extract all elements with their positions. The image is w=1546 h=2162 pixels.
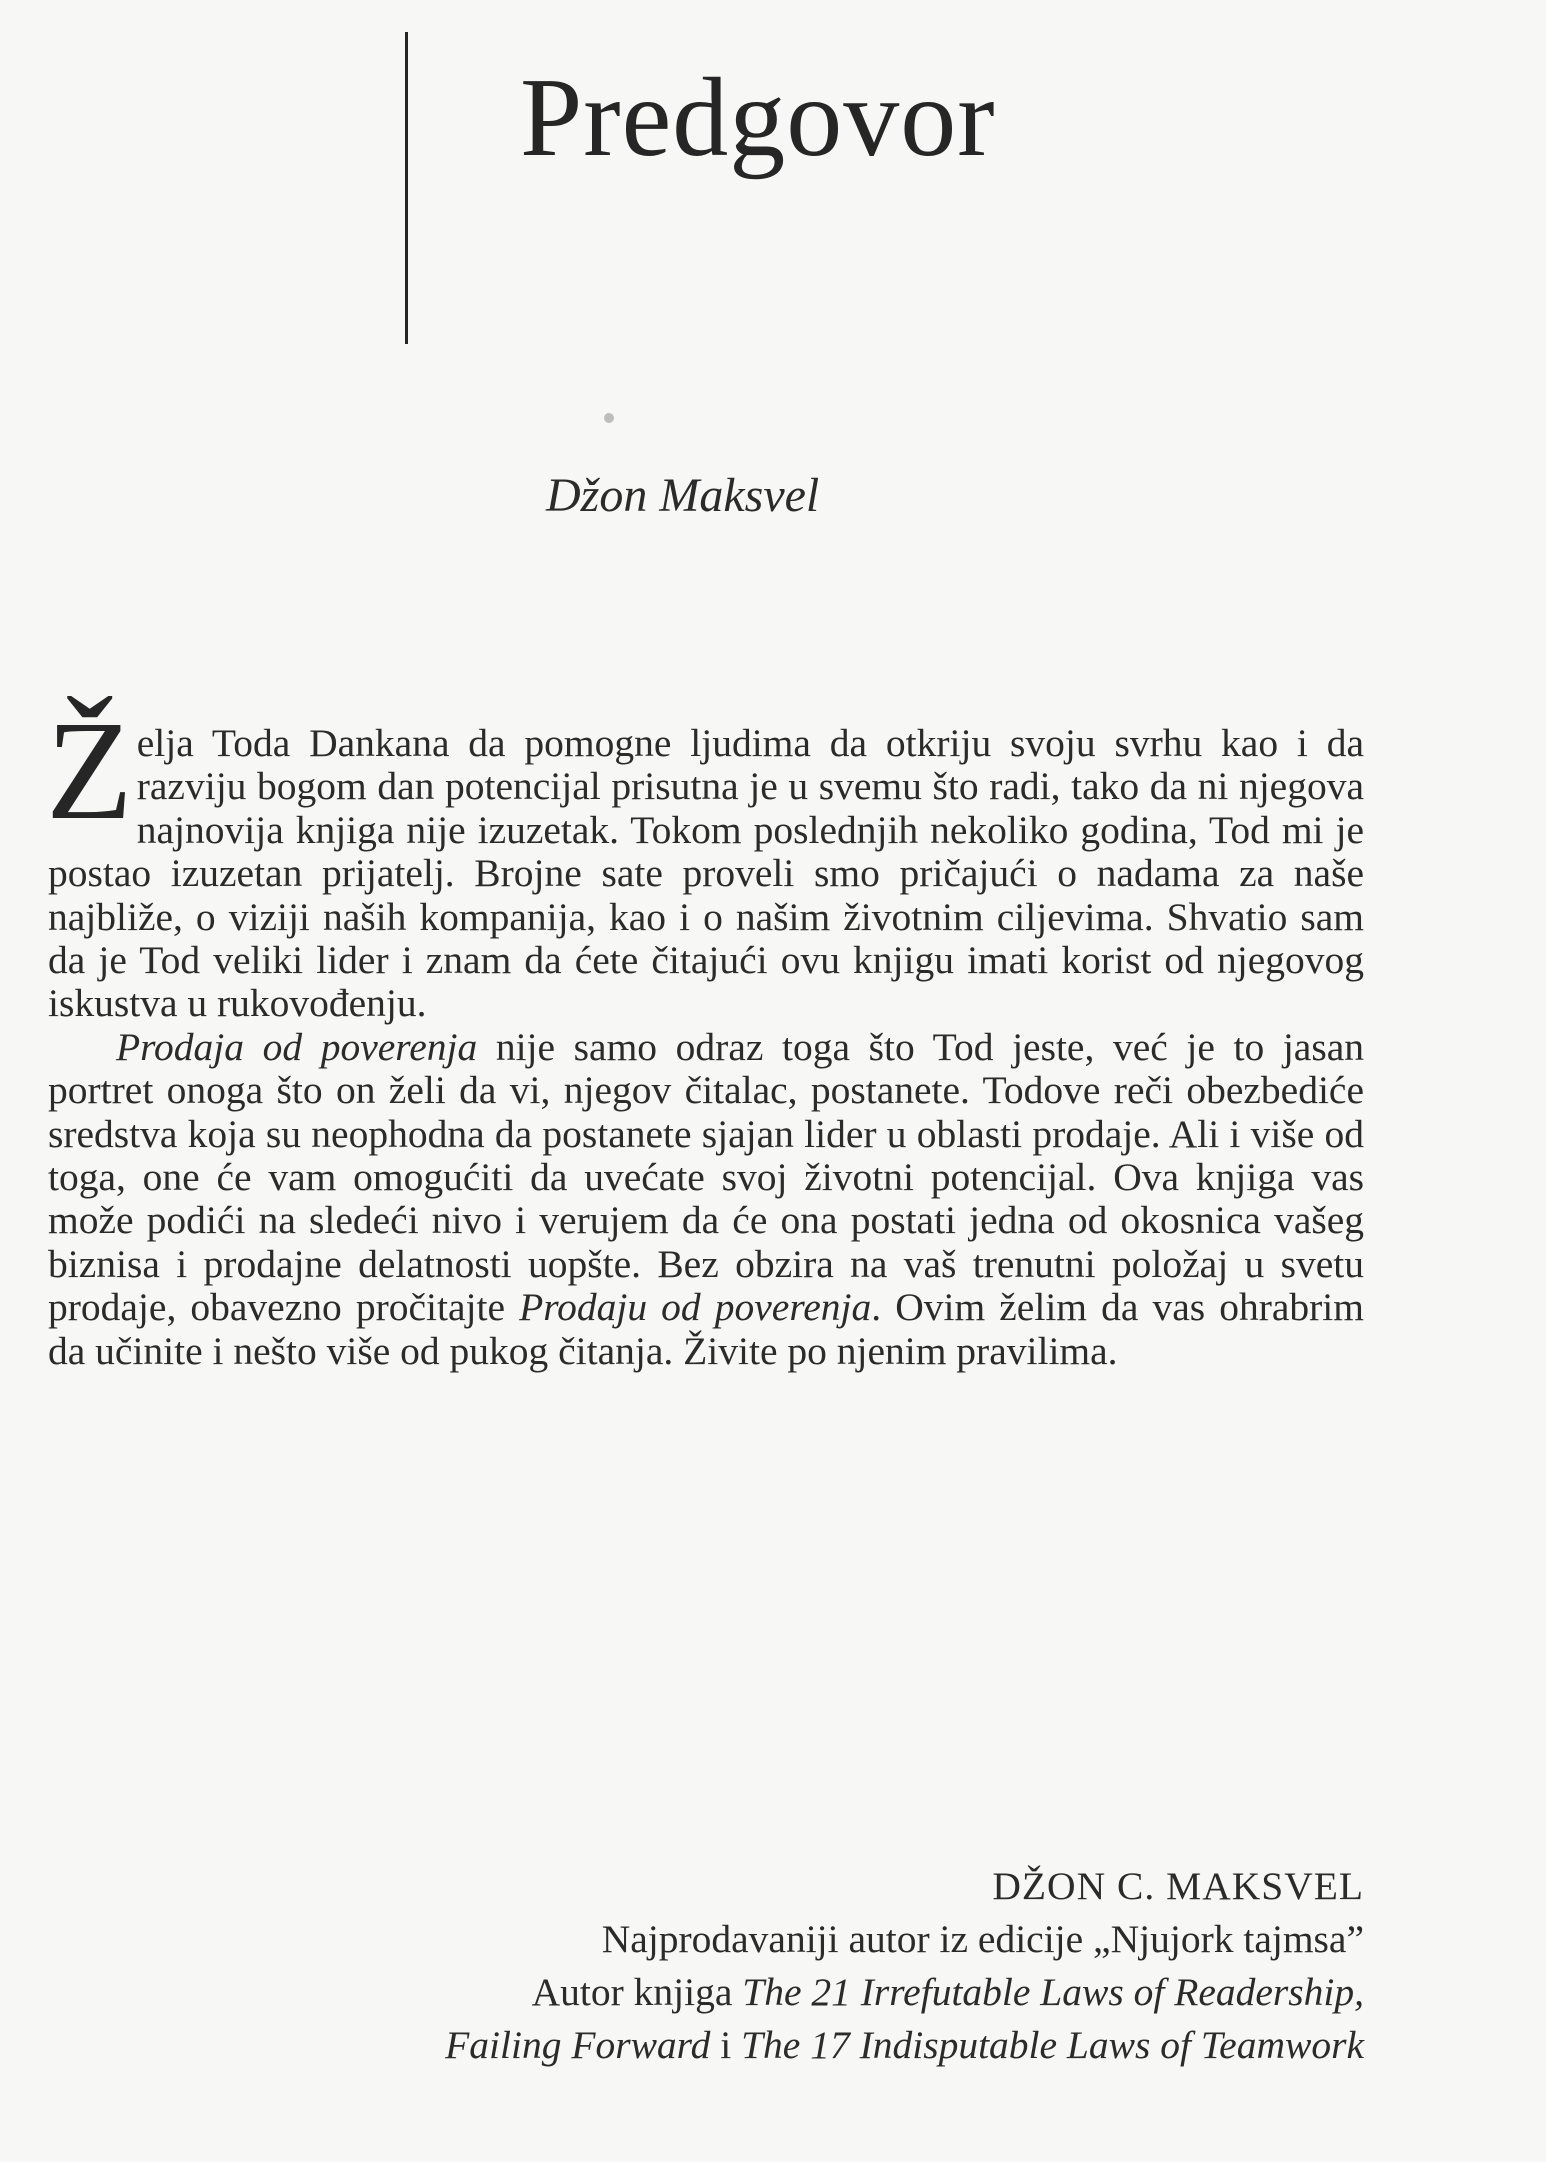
- signature-name: DŽON C. MAKSVEL: [992, 1864, 1364, 1908]
- signature-line-1: Najprodavaniji autor iz edicije „Njujork tajmsa”: [601, 1917, 1364, 1961]
- signature-line-3-conj: i: [710, 2023, 742, 2067]
- chapter-divider-line: [405, 32, 408, 344]
- book-title-italic: Prodaja od poverenja: [116, 1024, 478, 1069]
- signature-block: [445, 1860, 1364, 2072]
- signature-line-3-title-a: Failing Forward: [445, 2023, 711, 2067]
- paragraph-1-text: elja Toda Dankana da pomogne ljudima da otkriju svoju svrhu kao i da razviju bogom dan potencijal prisutna je u svemu što radi, tako da ni njegova najnovija knjiga nije izuzetak. Tokom poslednjih nekoliko godina, Tod mi je postao izuzetan prijatelj. Brojne sate proveli smo pričajući o nadama za naše najbliže, o viziji naših kompanija, kao i o našim životnim ciljevima. Shvatio sam da je Tod veliki lider i znam da ćete čitajući ovu knjigu imati korist od njegovog iskustva u rukovođenju.: [48, 721, 1364, 1026]
- ornament-dot: [604, 413, 614, 423]
- paragraph-2: [48, 1026, 1364, 1373]
- signature-line-3: [445, 2019, 1364, 2072]
- signature-line-2-prefix: Autor knjiga: [531, 1970, 743, 2014]
- foreword-body: [46, 691, 1364, 1373]
- signature-line-2: [445, 1966, 1364, 2019]
- chapter-author: Džon Maksvel: [546, 469, 820, 522]
- paragraph-2-text-b: . Ovim želim da vas ohrabrim da učinite i nešto više od pukog čitanja. Živite po njenim pravilima.: [48, 1285, 1364, 1373]
- drop-cap: Ž: [46, 691, 133, 849]
- chapter-title: Predgovor: [520, 56, 996, 180]
- paragraph-1: [46, 691, 1364, 1026]
- book-title-italic-2: Prodaju od poverenja: [519, 1285, 872, 1330]
- paragraph-2-text-a: nije samo odraz toga što Tod jeste, već je to jasan portret onoga što on želi da vi, njegov čitalac, postanete. Todove reči obezbediće sredstva koja su neophodna da postanete sjajan lider u oblasti prodaje. Ali i više od toga, one će vam omogućiti da uvećate svoj životni potencijal. Ova knjiga vas može podići na sledeći nivo i verujem da će ona postati jedna od okosnica vašeg biznisa i prodajne delatnosti uopšte. Bez obzira na vaš trenutni položaj u svetu prodaje, obavezno pročitajte: [48, 1024, 1364, 1330]
- signature-line-3-title-b: The 17 Indisputable Laws of Teamwork: [741, 2023, 1364, 2067]
- signature-line-2-titles: The 21 Irrefutable Laws of Readership,: [742, 1970, 1364, 2014]
